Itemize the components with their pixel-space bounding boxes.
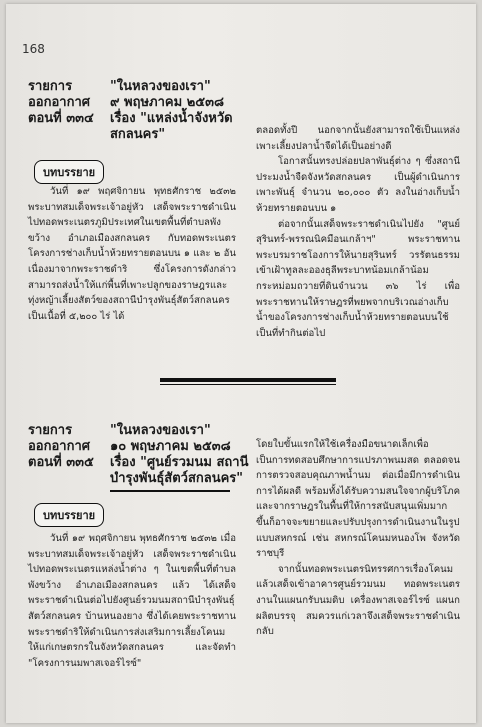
program-name: "ในหลวงของเรา" — [110, 79, 211, 94]
program-name: "ในหลวงของเรา" — [110, 423, 211, 438]
broadcast-date: ๙ พฤษภาคม ๒๕๓๘ — [110, 95, 225, 110]
paragraph: ต่อจากนั้นเสด็จพระราชดำเนินไปยัง "ศูนย์สุรินทร์-พรรณนิคมือนเกล้าฯ" พระราชทานพระบรมราชโองการให้นายสุรินทร์ วรรัตนธรรม เข้าเฝ้าทูลละอองธุลีพระบาทน้อมเกล้าน้อมกระหม่อมถวายที่ดินจำนวน ๓๖ ไร่ เพื่อพระราชทานให้ราษฎรที่พยพจากบริเวณอ่างเก็บน้ำของโครงการช่างเก็บน้ำห้วยทรายตอนบนใช้เป็นที่ทำกินต่อไป — [256, 218, 460, 339]
program-label: รายการ — [28, 79, 73, 94]
broadcast-label: ออกอากาศ — [28, 95, 91, 110]
episode-title: เรื่อง "ศูนย์รวมนม สถานี — [110, 455, 249, 470]
section-divider-thin — [160, 384, 336, 385]
episode-title-cont: บำรุงพันธุ์สัตว์สกลนคร" — [110, 471, 244, 486]
document-page — [6, 4, 476, 723]
section-divider — [160, 378, 336, 382]
section1-header-labels — [28, 79, 116, 127]
section1-header-values — [110, 79, 250, 143]
broadcast-label: ออกอากาศ — [28, 439, 91, 454]
section2-header-values — [110, 423, 250, 487]
paragraph: ตลอดทั้งปี นอกจากนั้นยังสามารถใช้เป็นแหล่งเพาะเลี้ยงปลาน้ำจืดได้เป็นอย่างดี — [256, 125, 460, 152]
section2-right-column — [256, 437, 460, 640]
program-label: รายการ — [28, 423, 73, 438]
paragraph: วันที่ ๑๙ พฤศจิกายน พุทธศักราช ๒๕๓๒ เมื่อพระบาทสมเด็จพระเจ้าอยู่หัว เสด็จพระราชดำเนินไปทอดพระเนตรแหล่งน้ำต่าง ๆ ในเขตพื้นที่ตำบลพังขว้าง อำเภอเมืองสกลนคร แล้ว ได้เสด็จพระราชดำเนินต่อไปยังศูนย์รวมนมสถานีบำรุงพันธุ์สัตว์สกลนคร บ้านหนองยาง ซึ่งได้เคยพระราชทานพระราชดำริให้ดำเนินการส่งเสริมการเลี้ยงโคนม ให้แก่เกษตรกรในจังหวัดสกลนคร และจัดทำ "โครงการนมพาสเจอร์ไรซ์" — [28, 533, 236, 669]
paragraph: จากนั้นทอดพระเนตรนิทรรศการเรื่องโคนม แล้วเสด็จเข้าอาคารศูนย์รวมนม ทอดพระเนตรงานในแผนกรับนมดิบ เครื่องพาสเจอร์ไรซ์ แผนกผลิตบรรจุ สมควรแก่เวลาจึงเสด็จพระราชดำเนินกลับ — [256, 563, 460, 638]
paragraph: โดยใบขั้นแรกให้ใช้เครื่องมือขนาดเล็กเพื่อเป็นการทดสอบศึกษาการแปรภาพนมสด ตลอดจนการตรวจสอบคุณภาพน้ำนม ต่อเมื่อมีการดำเนินการได้ผลดี พร้อมทั้งได้รับความสนใจจากผู้บริโภค และจากราษฎรในพื้นที่ให้การสนับสนุนเพิ่มมากขึ้นก็อาจจะขยายและปรับปรุงการดำเนินงานในรูปแบบสหกรณ์ เช่น สหกรณ์โคนมหนองโพ จังหวัดราชบุรี — [256, 439, 460, 560]
section1-left-column — [28, 184, 236, 324]
broadcast-date: ๑๐ พฤษภาคม ๒๕๓๘ — [110, 439, 231, 454]
page-number: 168 — [22, 42, 45, 56]
title-underline — [110, 490, 230, 492]
paragraph: โอกาสนั้นทรงปล่อยปลาพันธุ์ต่าง ๆ ซึ่งสถานีประมงน้ำจืดจังหวัดสกลนคร เป็นผู้ดำเนินการเพาะพันธุ์ จำนวน ๒๐,๐๐๐ ตัว ลงในอ่างเก็บน้ำห้วยทรายตอนบน ๑ — [256, 156, 460, 214]
section2-header-labels — [28, 423, 116, 471]
narration-badge: บทบรรยาย — [34, 160, 104, 184]
section2-left-column — [28, 531, 236, 671]
section1-right-column — [256, 123, 460, 341]
episode-title-cont: สกลนคร" — [110, 127, 166, 142]
paragraph: วันที่ ๑๙ พฤศจิกายน พุทธศักราช ๒๕๓๒ พระบาทสมเด็จพระเจ้าอยู่หัว เสด็จพระราชดำเนินไปทอดพระเนตรภูมิประเทศในเขตพื้นที่ตำบลพังขว้าง อำเภอเมืองสกลนคร กับทอดพระเนตรโครงการช่างเก็บน้ำห้วยทรายตอนบน ๑ และ ๒ อันเนื่องมาจากพระราชดำริ ซึ่งโครงการดังกล่าวสามารถส่งน้ำให้แก่พื้นที่เพาะปลูกของราษฎรและทุ่งหญ้าเลี้ยงสัตว์ของสถานีบำรุงพันธุ์สัตว์สกลนครเป็นเนื้อที่ ๕,๒๐๐ ไร่ ได้ — [28, 186, 236, 322]
narration-badge: บทบรรยาย — [34, 503, 104, 527]
episode-label: ตอนที่ ๓๓๔ — [28, 111, 94, 126]
episode-label: ตอนที่ ๓๓๕ — [28, 455, 94, 470]
episode-title: เรื่อง "แหล่งน้ำจังหวัด — [110, 111, 233, 126]
